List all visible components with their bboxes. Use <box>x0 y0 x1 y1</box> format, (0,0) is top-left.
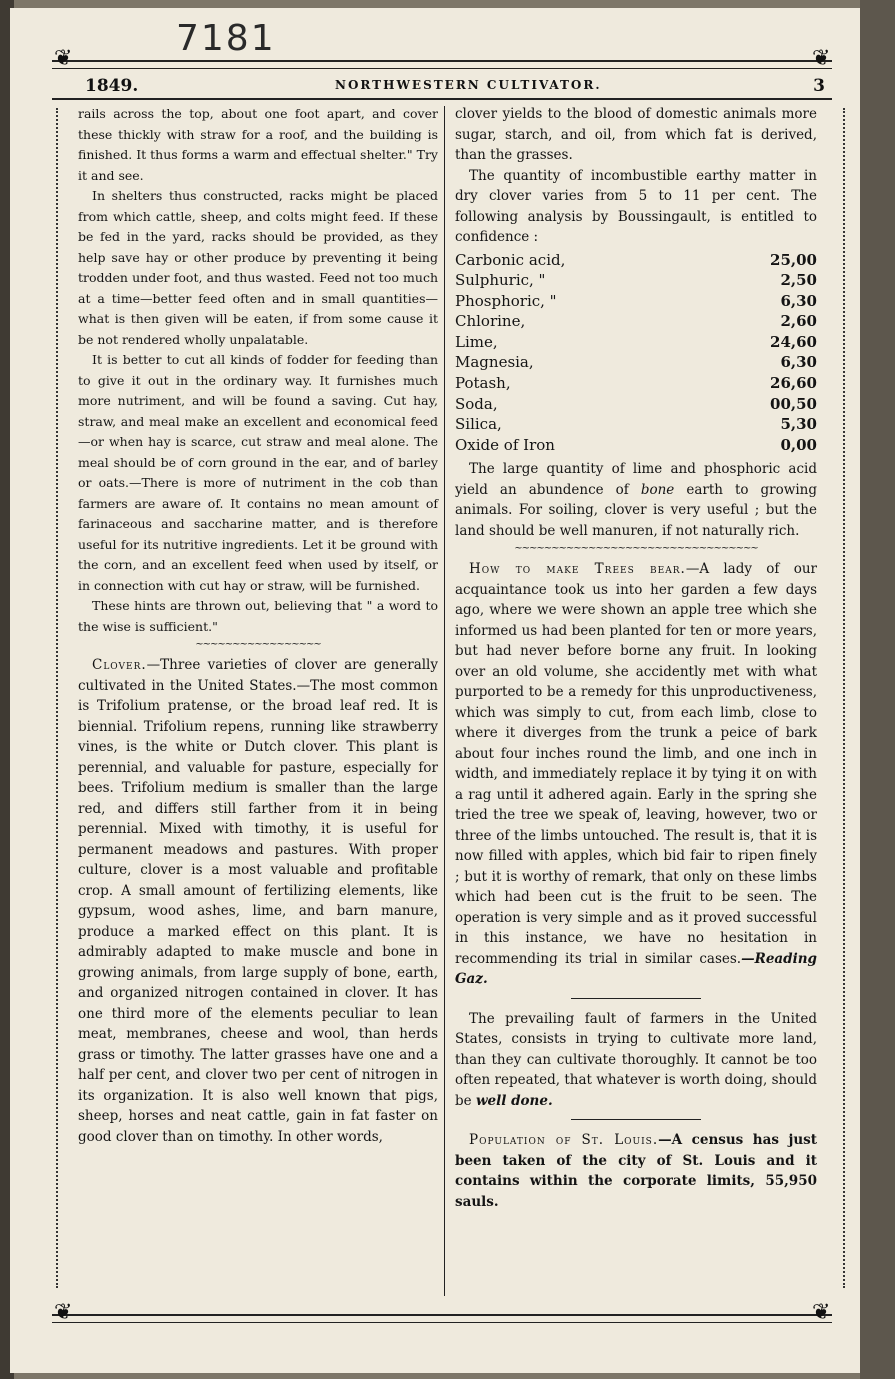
page-number: 3 <box>813 76 825 96</box>
page-edge <box>860 0 895 1379</box>
right-border-vine <box>833 108 845 1288</box>
article-paragraph: In shelters thus constructed, racks might be placed from which cattle, sheep, and colts might feed. If these be fed in the yard, racks should be provided, as they help save hay or other produce by preventing it being trodden under foot, and thus wasted. Feed not too much at a time—better feed often and in small quantities—what is then given will be eaten, if from some cause it be not rendered wholly unpalatable. <box>78 188 438 347</box>
year: 1849. <box>85 76 139 96</box>
analysis-substance: Oxide of Iron <box>455 435 555 454</box>
trees-text: —A lady of our acquaintance took us into her garden a few days ago, where we were shown an apple tree which she informed us had been planted for ten or more years, but had never before borne any fruit. In looking over an old volume, she accidently met with what purported to be a remedy for this unproductiveness, which was simply to cut, from each limb, close to where it diverges from the trunk a peice of bark about four inches round the limb, and one inch in width, and immediately replace it by tying it on with a rag until it adhered again. Early in the spring she tried the tree we speak of, leaving, however, two or three of the limbs untouched. The result is, that it is now filled with apples, which bid fair to ripen finely ; but it is worthy of remark, that only on these limbs which had been cut is the fruit to be seen. The operation is very simple and as it proved successful in this instance, we have no hesitation in recommending its trial in similar cases. <box>455 561 817 967</box>
trees-article <box>455 559 817 990</box>
analysis-substance: Carbonic acid, <box>455 250 566 269</box>
column-divider <box>444 106 445 1296</box>
bottom-right-ornament: ❦ <box>812 1300 831 1325</box>
analysis-substance: Sulphuric, " <box>455 271 546 290</box>
analysis-row <box>455 250 817 271</box>
analysis-value: 26,60 <box>770 374 817 393</box>
analysis-value: 6,30 <box>780 291 817 310</box>
analysis-row <box>455 332 817 353</box>
population-text: —A census has just been taken of the city of St. Louis and it contains within the corporate limits, 55,950 sauls. <box>455 1132 817 1210</box>
analysis-table <box>455 250 817 456</box>
analysis-substance: Phosphoric, " <box>455 291 557 310</box>
population-article <box>455 1130 817 1212</box>
running-head <box>85 76 825 96</box>
analysis-substance: Chlorine, <box>455 312 526 331</box>
text-span: The large quantity of lime and phosphoric acid yield an abundence of <box>455 461 817 498</box>
right-column <box>455 104 817 1212</box>
left-column <box>78 104 438 1147</box>
analysis-substance: Lime, <box>455 332 498 351</box>
article-paragraph: rails across the top, about one foot apart, and cover these thickly with straw for a roof, and the building is finished. It thus forms a warm and effectual shelter." Try it and see. <box>78 106 438 183</box>
analysis-value: 24,60 <box>770 332 817 351</box>
top-right-ornament: ❦ <box>812 46 831 71</box>
left-border-vine <box>56 108 68 1288</box>
fault-article <box>455 1009 817 1112</box>
bottom-left-ornament: ❦ <box>54 1300 73 1325</box>
article-paragraph <box>455 459 817 541</box>
analysis-value: 5,30 <box>780 415 817 434</box>
short-rule <box>571 998 701 999</box>
analysis-value: 2,50 <box>780 271 817 290</box>
analysis-row <box>455 414 817 435</box>
wavy-separator: ~~~~~~~~~~~~~~~~~ <box>195 639 321 650</box>
analysis-row <box>455 435 817 456</box>
analysis-value: 00,50 <box>770 394 817 413</box>
bottom-border-rule <box>52 1314 832 1323</box>
analysis-row <box>455 311 817 332</box>
analysis-row <box>455 270 817 291</box>
trees-source: —Reading Gaz. <box>455 950 817 988</box>
fault-text: The prevailing fault of farmers in the United States, consists in trying to cultivate more land, than they can cultivate thoroughly. It cannot be too often repeated, that whatever is worth doing, should be <box>455 1010 817 1109</box>
analysis-value: 6,30 <box>780 353 817 372</box>
short-rule <box>571 1119 701 1120</box>
top-border-rule <box>52 60 832 69</box>
clover-heading: Clover. <box>92 657 147 673</box>
population-heading: Population of St. Louis. <box>469 1132 659 1149</box>
analysis-substance: Soda, <box>455 394 498 413</box>
analysis-row <box>455 291 817 312</box>
top-left-ornament: ❦ <box>54 46 73 71</box>
journal-title: NORTHWESTERN CULTIVATOR. <box>335 78 602 92</box>
clover-text: —Three varieties of clover are generally cultivated in the United States.—The most common is Trifolium pratense, or the broad leaf red. It is biennial. Trifolium repens, running like strawberry vines, is the white or Dutch clover. This plant is perennial, and valuable for pasture, especially for bees. Trifolium medium is smaller than the large red, and differs still farther from it in being perennial. Mixed with timothy, it is useful for permanent meadows and pastures. With proper culture, clover is a most valuable and profitable crop. A small amount of fertilizing elements, like gypsum, wood ashes, lime, and barn manure, produce a marked effect on this plant. It is admirably adapted to make muscle and bone in growing animals, from large supply of bone, earth, and organized nitrogen contained in clover. It has one third more of the elements peculiar to lean meat, membranes, cheese and wool, than herds grass or timothy. The latter grasses have one and a half per cent, and clover two per cent of nitrogen in its organization. It is also well known that pigs, sheep, horses and neat cattle, gain in fat faster on good clover than on timothy. In other words, <box>78 657 438 1145</box>
clover-article <box>78 655 438 1147</box>
analysis-substance: Silica, <box>455 415 502 434</box>
analysis-substance: Potash, <box>455 374 511 393</box>
analysis-substance: Magnesia, <box>455 353 534 372</box>
bone-word: bone <box>640 481 675 498</box>
analysis-value: 0,00 <box>780 435 817 454</box>
analysis-row <box>455 352 817 373</box>
fault-emphasis: well done. <box>475 1092 553 1109</box>
article-paragraph: It is better to cut all kinds of fodder for feeding than to give it out in the ordinary way. It furnishes much more nutriment, and will be found a saving. Cut hay, straw, and meal make an excellent and economical feed—or when hay is scarce, cut straw and meal alone. The meal should be of corn ground in the ear, and of barley or oats.—There is more of nutriment in the cob than farmers are aware of. It contains no mean amount of farinaceous and saccharine matter, and is therefore useful for its nutritive ingredients. Let it be ground with the corn, and an excellent feed when used by itself, or in connection with cut hay or straw, will be furnished. <box>78 352 438 593</box>
head-rule <box>52 98 832 102</box>
analysis-value: 25,00 <box>770 250 817 269</box>
analysis-row <box>455 373 817 394</box>
article-paragraph: The quantity of incombustible earthy matter in dry clover varies from 5 to 11 per cent. The following analysis by Boussingault, is entitled to confidence : <box>455 167 817 245</box>
analysis-value: 2,60 <box>780 312 817 331</box>
trees-heading: How to make Trees bear. <box>469 561 686 578</box>
analysis-row <box>455 394 817 415</box>
article-paragraph: clover yields to the blood of domestic animals more sugar, starch, and oil, from which fat is derived, than the grasses. <box>455 106 817 163</box>
wavy-separator: ~~~~~~~~~~~~~~~~~~~~~~~~~~~~~~~~~ <box>514 543 758 555</box>
article-paragraph: These hints are thrown out, believing that " a word to the wise is sufficient." <box>78 598 438 634</box>
text-span: earth to growing animals. For soiling, clover is very useful ; but the land should be well manuren, if not naturally rich. <box>455 481 817 539</box>
handwritten-number: 7181 <box>176 18 276 59</box>
